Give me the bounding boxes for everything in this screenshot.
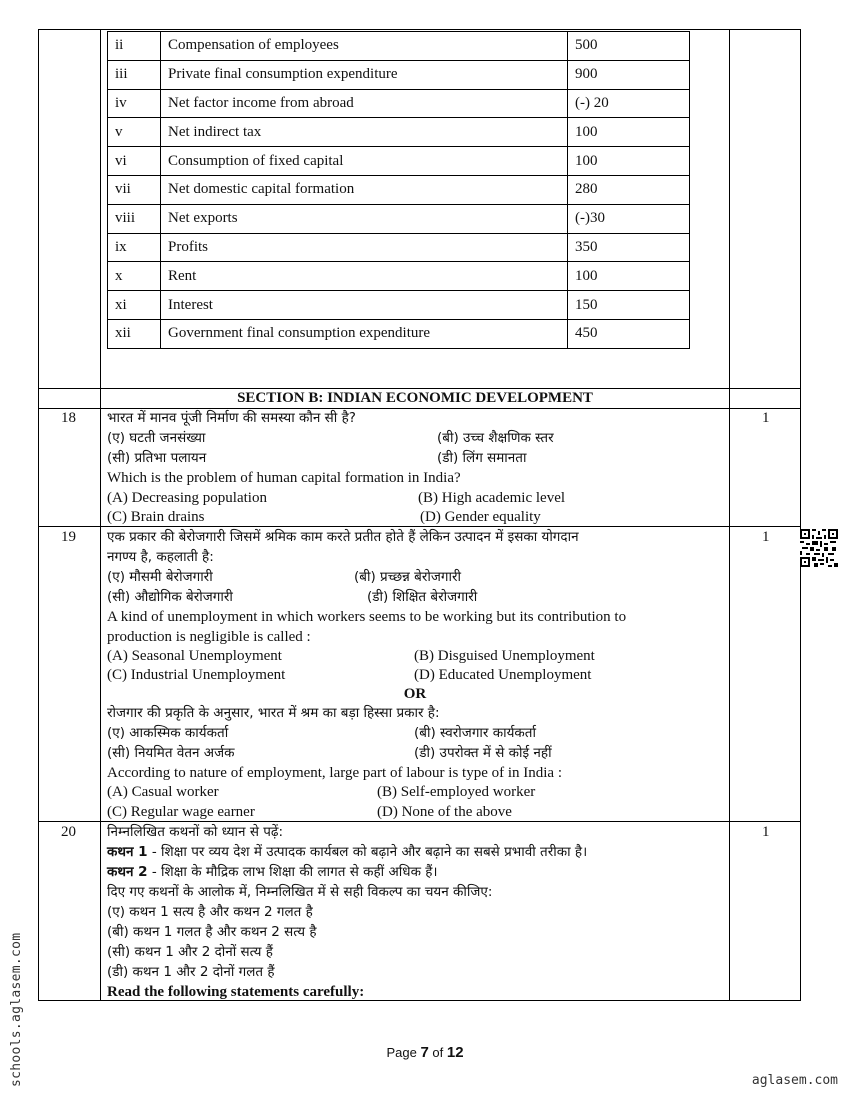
row-value-cell: 350: [568, 233, 690, 262]
footer-of-word: of: [432, 1045, 444, 1060]
table-row: [108, 118, 690, 147]
q20-hindi-option-b: (बी) कथन 1 गलत है और कथन 2 सत्य है: [107, 924, 317, 940]
row-number-cell: v: [108, 118, 161, 147]
table-row: [108, 60, 690, 89]
row-value-cell: (-)30: [568, 204, 690, 233]
q19-alt-question: According to nature of employment, large part of labour is type of in India :: [107, 765, 563, 781]
q18-hindi-option-d: (डी) लिंग समानता: [437, 450, 527, 466]
table-row: [108, 147, 690, 176]
q19-option-b: (B) Disguised Unemployment: [414, 648, 595, 664]
page-footer: [0, 1044, 850, 1061]
row-value-cell: 100: [568, 262, 690, 291]
row-number-cell: ix: [108, 233, 161, 262]
row-number-cell: iv: [108, 89, 161, 118]
q20-statement-2-text: - शिक्षा के मौद्रिक लाभ शिक्षा की लागत से कहीं अधिक हैं।: [147, 864, 438, 880]
row-value-cell: 100: [568, 118, 690, 147]
q19-hindi-option-b: (बी) प्रच्छन्न बेरोजगारी: [354, 569, 461, 585]
question-number-20: 20: [61, 824, 76, 840]
row-item-cell: Rent: [161, 262, 568, 291]
row-number-cell: viii: [108, 204, 161, 233]
row-item-cell: Private final consumption expenditure: [161, 60, 568, 89]
row-item-cell: Compensation of employees: [161, 32, 568, 61]
footer-total-pages: 12: [446, 1044, 464, 1061]
row-number-cell: vi: [108, 147, 161, 176]
q18-option-c: (C) Brain drains: [107, 509, 205, 525]
q20-hindi-option-d: (डी) कथन 1 और 2 दोनों गलत हैं: [107, 964, 275, 980]
q20-english-intro: Read the following statements carefully:: [107, 984, 365, 1000]
table-row: [108, 32, 690, 61]
row-number-cell: xi: [108, 291, 161, 320]
national-income-data-table: [107, 31, 690, 349]
row-number-cell: xii: [108, 319, 161, 348]
q18-question: Which is the problem of human capital formation in India?: [107, 470, 461, 486]
brand-watermark: aglasem.com: [751, 1073, 838, 1088]
q20-hindi-instruction: दिए गए कथनों के आलोक में, निम्नलिखित में से सही विकल्प का चयन कीजिए:: [107, 884, 493, 900]
row-value-cell: 900: [568, 60, 690, 89]
q20-hindi-option-c: (सी) कथन 1 और 2 दोनों सत्य हैं: [107, 944, 273, 960]
q18-hindi-option-c: (सी) प्रतिभा पलायन: [107, 450, 207, 466]
q19-or-separator: OR: [403, 686, 427, 702]
q19-alt-hindi-option-a: (ए) आकस्मिक कार्यकर्ता: [107, 725, 229, 741]
column-divider-qno: [100, 29, 101, 1001]
qr-code-image: [800, 529, 838, 567]
question-number-19: 19: [61, 529, 76, 545]
row-value-cell: 150: [568, 291, 690, 320]
table-row: [108, 89, 690, 118]
table-row: [108, 262, 690, 291]
q20-hindi-intro: निम्नलिखित कथनों को ध्यान से पढ़ें:: [107, 824, 284, 840]
row-value-cell: 500: [568, 32, 690, 61]
q19-option-c: (C) Industrial Unemployment: [107, 667, 286, 683]
q20-statement-1-label: कथन 1: [107, 844, 148, 860]
q19-hindi-option-a: (ए) मौसमी बेरोजगारी: [107, 569, 213, 585]
table-row: [108, 319, 690, 348]
q20-statement-2-label: कथन 2: [107, 864, 148, 880]
row-item-cell: Interest: [161, 291, 568, 320]
side-watermark: schools.aglasem.com: [9, 932, 24, 1087]
q19-question-line1: A kind of unemployment in which workers seems to be working but its contribution to: [107, 609, 627, 625]
marks-19: 1: [762, 529, 770, 545]
q18-option-d: (D) Gender equality: [420, 509, 541, 525]
q19-alt-option-a: (A) Casual worker: [107, 784, 219, 800]
q19-hindi-option-c: (सी) औद्योगिक बेरोजगारी: [107, 589, 233, 605]
q20-hindi-option-a: (ए) कथन 1 सत्य है और कथन 2 गलत है: [107, 904, 313, 920]
footer-page-word: Page: [386, 1045, 417, 1060]
row-item-cell: Net indirect tax: [161, 118, 568, 147]
row-item-cell: Profits: [161, 233, 568, 262]
row-value-cell: 100: [568, 147, 690, 176]
q20-hindi-statement-1: [107, 843, 587, 863]
row-value-cell: 280: [568, 175, 690, 204]
q19-option-a: (A) Seasonal Unemployment: [107, 648, 282, 664]
q18-hindi-option-a: (ए) घटती जनसंख्या: [107, 430, 206, 446]
q19-alt-hindi-option-d: (डी) उपरोक्त में से कोई नहीं: [414, 745, 552, 761]
q19-hindi-option-d: (डी) शिक्षित बेरोजगारी: [367, 589, 478, 605]
row-number-cell: ii: [108, 32, 161, 61]
q19-alt-hindi-option-b: (बी) स्वरोजगार कार्यकर्ता: [414, 725, 536, 741]
q19-alt-hindi-option-c: (सी) नियमित वेतन अर्जक: [107, 745, 235, 761]
row-item-cell: Government final consumption expenditure: [161, 319, 568, 348]
q20-statement-1-text: - शिक्षा पर व्यय देश में उत्पादक कार्यबल को बढ़ाने और बढ़ाने का सबसे प्रभावी तरीका है।: [147, 844, 588, 860]
row-value-cell: 450: [568, 319, 690, 348]
marks-18: 1: [762, 410, 770, 426]
q18-option-a: (A) Decreasing population: [107, 490, 267, 506]
q19-hindi-question-line2: नगण्य है, कहलाती है:: [107, 549, 214, 565]
table-row: [108, 291, 690, 320]
q20-hindi-statement-2: [107, 863, 438, 883]
q19-question-line2: production is negligible is called :: [107, 629, 311, 645]
q18-hindi-question: भारत में मानव पूंजी निर्माण की समस्या कौन सी है?: [107, 410, 356, 426]
table-row: [108, 204, 690, 233]
q19-option-d: (D) Educated Unemployment: [414, 667, 592, 683]
q19-alt-option-d: (D) None of the above: [377, 804, 512, 820]
table-row: [108, 233, 690, 262]
row-item-cell: Consumption of fixed capital: [161, 147, 568, 176]
section-heading: SECTION B: INDIAN ECONOMIC DEVELOPMENT: [237, 390, 593, 406]
column-divider-marks: [729, 29, 730, 1001]
footer-page-number: 7: [420, 1044, 429, 1061]
row-item-cell: Net factor income from abroad: [161, 89, 568, 118]
q19-hindi-question-line1: एक प्रकार की बेरोजगारी जिसमें श्रमिक काम करते प्रतीत होते हैं लेकिन उत्पादन में इसका योगदान: [107, 529, 579, 545]
row-item-cell: Net exports: [161, 204, 568, 233]
row-number-cell: x: [108, 262, 161, 291]
q18-hindi-option-b: (बी) उच्च शैक्षणिक स्तर: [437, 430, 554, 446]
q19-alt-hindi-question: रोजगार की प्रकृति के अनुसार, भारत में श्रम का बड़ा हिस्सा प्रकार है:: [107, 705, 440, 721]
row-value-cell: (-) 20: [568, 89, 690, 118]
row-item-cell: Net domestic capital formation: [161, 175, 568, 204]
q19-alt-option-b: (B) Self-employed worker: [377, 784, 536, 800]
marks-20: 1: [762, 824, 770, 840]
q18-option-b: (B) High academic level: [418, 490, 566, 506]
question-number-18: 18: [61, 410, 76, 426]
row-number-cell: vii: [108, 175, 161, 204]
q19-alt-option-c: (C) Regular wage earner: [107, 804, 255, 820]
table-row: [108, 175, 690, 204]
row-number-cell: iii: [108, 60, 161, 89]
